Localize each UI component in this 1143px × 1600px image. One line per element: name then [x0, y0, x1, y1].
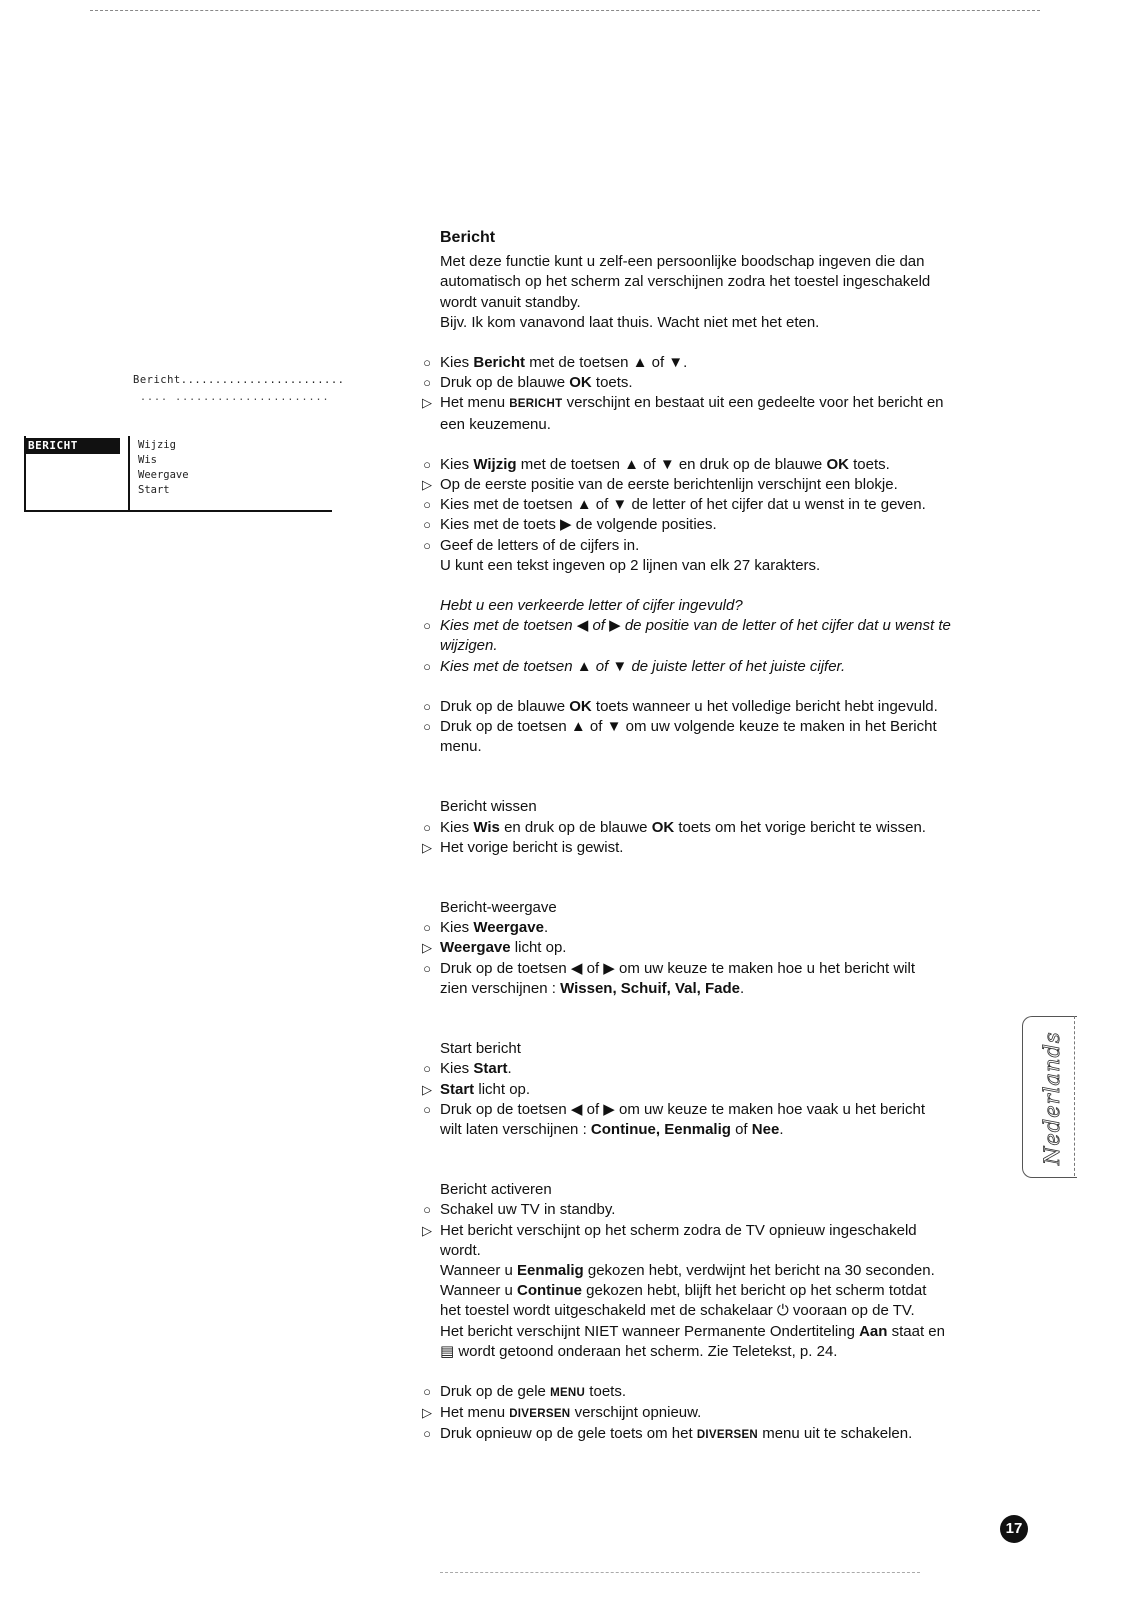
- step-marker: ○: [423, 1061, 431, 1077]
- note-subtitles: Het bericht verschijnt NIET wanneer Permanente Ondertiteling Aan staat en: [440, 1322, 945, 1340]
- step-marker: ○: [423, 1426, 431, 1442]
- step-marker: ○: [423, 375, 431, 391]
- step-marker: ○: [423, 618, 431, 634]
- step-select-position: ○ Kies met de toetsen ◀ of ▶ de positie van de letter of het cijfer dat u wenst te: [420, 616, 1020, 636]
- heading-bericht-wissen: Bericht wissen: [440, 798, 537, 816]
- bottom-edge-rule: [440, 1572, 920, 1573]
- instructions-column: [420, 228, 1020, 1446]
- top-edge-rule: [90, 10, 1040, 11]
- step-press-menu: ○ Druk op de gele MENU toets.: [420, 1382, 1020, 1403]
- step-confirm-ok: ○ Druk op de blauwe OK toets wanneer u het volledige bericht hebt ingevuld.: [420, 697, 1020, 717]
- step-press-ok: ○ Druk op de blauwe OK toets.: [420, 373, 1020, 393]
- question-wrong-letter: Hebt u een verkeerde letter of cijfer ingevuld?: [440, 597, 743, 615]
- step-select-start: ○ Kies Start.: [420, 1059, 1020, 1079]
- result-cursor-block: ▷ Op de eerste positie van de eerste berichtenlijn verschijnt een blokje.: [420, 475, 1020, 495]
- heading-bericht-weergave: Bericht-weergave: [440, 899, 557, 917]
- step-select-weergave: ○ Kies Weergave.: [420, 918, 1020, 938]
- result-start-highlight: ▷ Start licht op.: [420, 1080, 1020, 1100]
- step-choose-frequency: ○ Druk op de toetsen ◀ of ▶ om uw keuze te maken hoe vaak u het bericht: [420, 1100, 1020, 1120]
- result-diversen-menu: ▷ Het menu DIVERSEN verschijnt opnieuw.: [420, 1403, 1020, 1424]
- step-standby: ○ Schakel uw TV in standby.: [420, 1200, 1020, 1220]
- step-correct-letter: ○ Kies met de toetsen ▲ of ▼ de juiste letter of het juiste cijfer.: [420, 657, 1020, 677]
- intro-line-4: Bijv. Ik kom vanavond laat thuis. Wacht niet met het eten.: [440, 313, 820, 331]
- menu-item-wis: Wis: [138, 454, 157, 466]
- step-select-wijzig: ○ Kies Wijzig met de toetsen ▲ of ▼ en druk op de blauwe OK toets.: [420, 455, 1020, 475]
- page-number: 17: [1000, 1515, 1028, 1543]
- step-exit-menu: ○ Druk opnieuw op de gele toets om het DIVERSEN menu uit te schakelen.: [420, 1424, 1020, 1445]
- step-choose-effect: ○ Druk op de toetsen ◀ of ▶ om uw keuze te maken hoe u het bericht wilt: [420, 959, 1020, 979]
- step-marker: ○: [423, 517, 431, 533]
- result-message-shown-cont: wordt.: [440, 1241, 481, 1259]
- language-tab-label: Nederlands: [1040, 1031, 1064, 1165]
- menu-diagram-dots: .... ......................: [140, 392, 330, 403]
- step-marker: ○: [423, 719, 431, 735]
- language-tab-edge: [1074, 1016, 1075, 1176]
- step-marker: ○: [423, 960, 431, 976]
- heading-bericht-activeren: Bericht activeren: [440, 1181, 552, 1199]
- result-marker: ▷: [422, 1405, 432, 1421]
- result-marker: ▷: [422, 395, 432, 411]
- result-menu-bericht-cont: een keuzemenu.: [440, 415, 551, 433]
- intro-line-2: automatisch op het scherm zal verschijnen zodra het toestel ingeschakeld: [440, 273, 931, 291]
- result-marker: ▷: [422, 839, 432, 855]
- menu-item-wijzig: Wijzig: [138, 439, 176, 451]
- step-marker: ○: [423, 537, 431, 553]
- step-select-bericht: ○ Kies Bericht met de toetsen ▲ of ▼.: [420, 353, 1020, 373]
- menu-diagram-tab: BERICHT: [24, 438, 120, 454]
- menu-diagram-items: [138, 438, 189, 498]
- step-next-choice-cont: menu.: [440, 738, 482, 756]
- menu-diagram-first-item: Bericht........................: [133, 374, 345, 386]
- step-marker: ○: [423, 1101, 431, 1117]
- note-eenmalig: Wanneer u Eenmalig gekozen hebt, verdwijnt het bericht na 30 seconden.: [440, 1261, 935, 1279]
- intro-line-3: wordt vanuit standby.: [440, 293, 581, 311]
- step-marker: ○: [423, 1202, 431, 1218]
- step-marker: ○: [423, 355, 431, 371]
- step-marker: ○: [423, 819, 431, 835]
- note-switch-off: het toestel wordt uitgeschakeld met de schakelaar ⏻ vooraan op de TV.: [440, 1302, 915, 1320]
- step-choose-letter: ○ Kies met de toetsen ▲ of ▼ de letter of het cijfer dat u wenst in te geven.: [420, 495, 1020, 515]
- step-marker: ○: [423, 658, 431, 674]
- result-marker: ▷: [422, 940, 432, 956]
- result-message-shown: ▷ Het bericht verschijnt op het scherm zodra de TV opnieuw ingeschakeld: [420, 1221, 1020, 1241]
- step-select-position-cont: wijzigen.: [440, 637, 498, 655]
- note-line-length: U kunt een tekst ingeven op 2 lijnen van elk 27 karakters.: [440, 556, 821, 574]
- note-continue: Wanneer u Continue gekozen hebt, blijft het bericht op het scherm totdat: [440, 1282, 927, 1300]
- step-enter-letters: ○ Geef de letters of de cijfers in.: [420, 536, 1020, 556]
- step-next-choice: ○ Druk op de toetsen ▲ of ▼ om uw volgende keuze te maken in het Bericht: [420, 717, 1020, 737]
- result-marker: ▷: [422, 477, 432, 493]
- step-select-wis: ○ Kies Wis en druk op de blauwe OK toets om het vorige bericht te wissen.: [420, 818, 1020, 838]
- step-marker: ○: [423, 1383, 431, 1399]
- step-next-position: ○ Kies met de toets ▶ de volgende posities.: [420, 515, 1020, 535]
- step-choose-frequency-cont: wilt laten verschijnen : Continue, Eenmalig of Nee.: [440, 1120, 784, 1138]
- result-marker: ▷: [422, 1222, 432, 1238]
- step-choose-effect-cont: zien verschijnen : Wissen, Schuif, Val, Fade.: [440, 979, 745, 997]
- step-marker: ○: [423, 456, 431, 472]
- note-teletext: ▤ wordt getoond onderaan het scherm. Zie Teletekst, p. 24.: [440, 1342, 838, 1360]
- result-weergave-highlight: ▷ Weergave licht op.: [420, 938, 1020, 958]
- menu-item-weergave: Weergave: [138, 469, 189, 481]
- intro-line-1: Met deze functie kunt u zelf-een persoonlijke boodschap ingeven die dan: [440, 253, 925, 271]
- step-marker: ○: [423, 497, 431, 513]
- menu-item-start: Start: [138, 484, 170, 496]
- result-menu-bericht: ▷ Het menu BERICHT verschijnt en bestaat uit een gedeelte voor het bericht en: [420, 393, 1020, 414]
- result-erased: ▷ Het vorige bericht is gewist.: [420, 838, 1020, 858]
- step-marker: ○: [423, 920, 431, 936]
- heading-start-bericht: Start bericht: [440, 1040, 521, 1058]
- result-marker: ▷: [422, 1081, 432, 1097]
- step-marker: ○: [423, 698, 431, 714]
- section-title: Bericht: [440, 229, 496, 246]
